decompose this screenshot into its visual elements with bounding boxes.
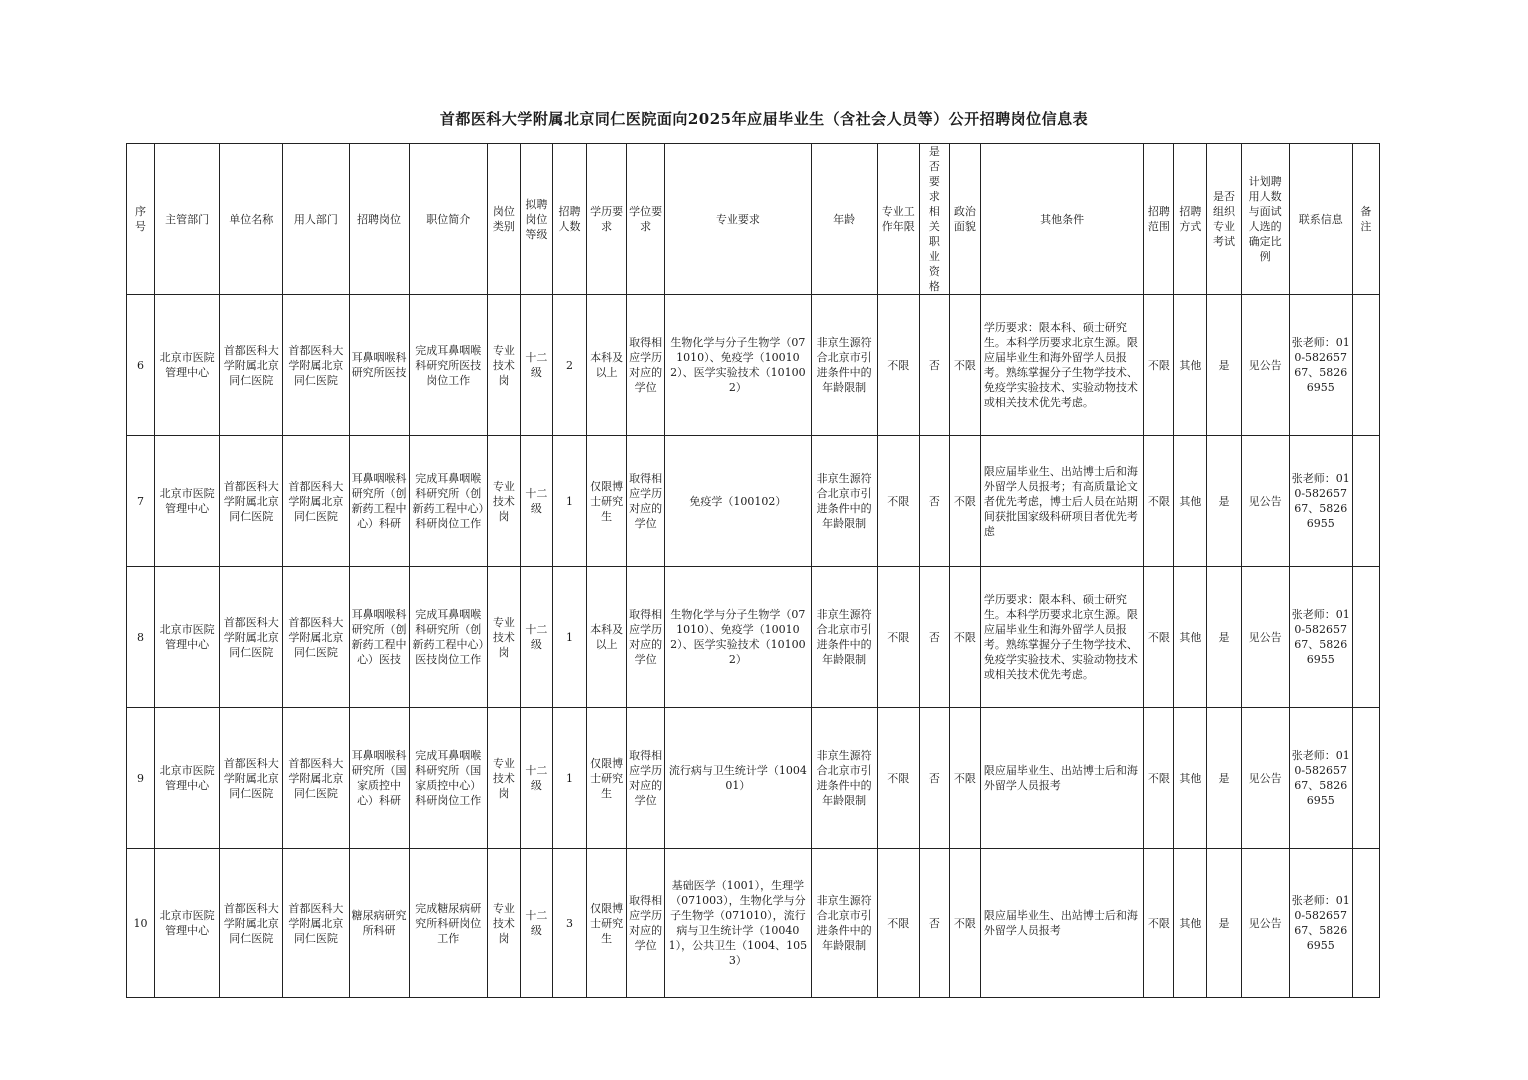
header-cell: 招聘人数 <box>552 144 586 295</box>
header-cell: 招聘岗位 <box>349 144 409 295</box>
table-cell: 限应届毕业生、出站博士后和海外留学人员报考 <box>980 849 1143 998</box>
table-cell: 首都医科大学附属北京同仁医院 <box>283 849 349 998</box>
table-cell: 取得相应学历对应的学位 <box>627 295 665 436</box>
table-cell: 专业技术岗 <box>487 567 520 708</box>
table-cell: 北京市医院管理中心 <box>155 567 220 708</box>
header-row <box>127 144 1380 295</box>
table-cell: 不限 <box>1144 295 1174 436</box>
table-cell: 见公告 <box>1241 849 1289 998</box>
header-cell: 是否要求相关职业资格 <box>919 144 949 295</box>
table-cell: 北京市医院管理中心 <box>155 849 220 998</box>
table-cell: 十二级 <box>520 849 552 998</box>
table-cell: 张老师：010-58265767、58266955 <box>1289 849 1352 998</box>
table-cell <box>1352 436 1379 567</box>
table-cell: 首都医科大学附属北京同仁医院 <box>220 567 283 708</box>
table-cell: 北京市医院管理中心 <box>155 295 220 436</box>
table-cell: 不限 <box>877 849 919 998</box>
table-cell: 否 <box>919 708 949 849</box>
table-cell: 本科及以上 <box>587 567 627 708</box>
header-cell: 其他条件 <box>980 144 1143 295</box>
table-cell: 是 <box>1207 436 1241 567</box>
table-cell: 否 <box>919 295 949 436</box>
table-cell: 不限 <box>949 849 980 998</box>
table-cell: 见公告 <box>1241 436 1289 567</box>
table-cell: 完成耳鼻咽喉科研究所（创新药工程中心）医技岗位工作 <box>409 567 487 708</box>
table-cell: 耳鼻咽喉科研究所（创新药工程中心）科研 <box>349 436 409 567</box>
header-cell: 政治面貌 <box>949 144 980 295</box>
table-cell: 首都医科大学附属北京同仁医院 <box>220 708 283 849</box>
table-cell: 生物化学与分子生物学（071010）、免疫学（100102）、医学实验技术（101002） <box>665 567 811 708</box>
table-cell: 非京生源符合北京市引进条件中的年龄限制 <box>811 567 877 708</box>
table-cell: 十二级 <box>520 436 552 567</box>
table-cell: 流行病与卫生统计学（100401） <box>665 708 811 849</box>
table-cell: 张老师：010-58265767、58266955 <box>1289 567 1352 708</box>
table-cell: 首都医科大学附属北京同仁医院 <box>220 295 283 436</box>
table-cell: 8 <box>127 567 155 708</box>
table-cell: 见公告 <box>1241 567 1289 708</box>
table-cell: 不限 <box>877 708 919 849</box>
table-cell: 首都医科大学附属北京同仁医院 <box>220 849 283 998</box>
table-cell: 完成糖尿病研究所科研岗位工作 <box>409 849 487 998</box>
table-cell: 不限 <box>1144 567 1174 708</box>
table-cell: 十二级 <box>520 708 552 849</box>
table-cell: 取得相应学历对应的学位 <box>627 567 665 708</box>
table-cell: 十二级 <box>520 567 552 708</box>
header-cell: 计划聘用人数与面试人选的确定比例 <box>1241 144 1289 295</box>
header-cell: 职位简介 <box>409 144 487 295</box>
table-cell: 6 <box>127 295 155 436</box>
header-cell: 岗位类别 <box>487 144 520 295</box>
header-cell: 主管部门 <box>155 144 220 295</box>
table-cell: 否 <box>919 436 949 567</box>
table-cell: 学历要求：限本科、硕士研究生。本科学历要求北京生源。限应届毕业生和海外留学人员报考。熟练掌握分子生物学技术、免疫学实验技术、实验动物技术或相关技术优先考虑。 <box>980 567 1143 708</box>
table-cell: 仅限博士研究生 <box>587 708 627 849</box>
header-cell: 拟聘岗位等级 <box>520 144 552 295</box>
header-cell: 招聘方式 <box>1174 144 1207 295</box>
table-cell: 其他 <box>1174 708 1207 849</box>
table-cell: 张老师：010-58265767、58266955 <box>1289 295 1352 436</box>
table-row <box>127 436 1380 567</box>
table-cell: 首都医科大学附属北京同仁医院 <box>283 295 349 436</box>
table-cell: 取得相应学历对应的学位 <box>627 436 665 567</box>
table-cell: 非京生源符合北京市引进条件中的年龄限制 <box>811 295 877 436</box>
header-cell: 专业要求 <box>665 144 811 295</box>
table-cell: 否 <box>919 849 949 998</box>
table-cell: 不限 <box>1144 849 1174 998</box>
table-cell: 非京生源符合北京市引进条件中的年龄限制 <box>811 708 877 849</box>
table-cell: 非京生源符合北京市引进条件中的年龄限制 <box>811 849 877 998</box>
table-cell: 专业技术岗 <box>487 295 520 436</box>
table-cell: 免疫学（100102） <box>665 436 811 567</box>
table-row <box>127 849 1380 998</box>
table-cell: 首都医科大学附属北京同仁医院 <box>283 708 349 849</box>
table-cell: 不限 <box>877 295 919 436</box>
table-cell: 不限 <box>1144 708 1174 849</box>
table-cell: 不限 <box>949 295 980 436</box>
table-cell: 完成耳鼻咽喉科研究所（创新药工程中心）科研岗位工作 <box>409 436 487 567</box>
table-cell: 张老师：010-58265767、58266955 <box>1289 708 1352 849</box>
table-cell: 其他 <box>1174 849 1207 998</box>
recruitment-table <box>126 143 1380 998</box>
table-cell: 10 <box>127 849 155 998</box>
page-title: 首都医科大学附属北京同仁医院面向2025年应届毕业生（含社会人员等）公开招聘岗位信息表 <box>439 110 1089 128</box>
table-cell: 基础医学（1001），生理学（071003），生物化学与分子生物学（071010），流行病与卫生统计学（100401），公共卫生（1004、1053） <box>665 849 811 998</box>
header-cell: 是否组织专业考试 <box>1207 144 1241 295</box>
table-cell: 见公告 <box>1241 708 1289 849</box>
table-cell: 9 <box>127 708 155 849</box>
table-cell: 1 <box>552 436 586 567</box>
table-cell <box>1352 295 1379 436</box>
table-row <box>127 708 1380 849</box>
table-cell: 非京生源符合北京市引进条件中的年龄限制 <box>811 436 877 567</box>
table-cell: 3 <box>552 849 586 998</box>
table-cell: 北京市医院管理中心 <box>155 708 220 849</box>
table-cell: 糖尿病研究所科研 <box>349 849 409 998</box>
table-cell: 取得相应学历对应的学位 <box>627 849 665 998</box>
table-cell <box>1352 849 1379 998</box>
table-cell: 限应届毕业生、出站博士后和海外留学人员报考 <box>980 708 1143 849</box>
table-cell: 是 <box>1207 567 1241 708</box>
table-cell: 7 <box>127 436 155 567</box>
table-cell: 完成耳鼻咽喉科研究所（国家质控中心）科研岗位工作 <box>409 708 487 849</box>
table-cell: 不限 <box>877 436 919 567</box>
table-cell: 张老师：010-58265767、58266955 <box>1289 436 1352 567</box>
table-cell: 十二级 <box>520 295 552 436</box>
table-cell: 其他 <box>1174 567 1207 708</box>
header-cell: 联系信息 <box>1289 144 1352 295</box>
table-cell: 是 <box>1207 849 1241 998</box>
table-row <box>127 295 1380 436</box>
table-cell: 限应届毕业生、出站博士后和海外留学人员报考；有高质量论文者优先考虑，博士后人员在站期间获批国家级科研项目者优先考虑 <box>980 436 1143 567</box>
header-cell: 专业工作年限 <box>877 144 919 295</box>
table-cell: 其他 <box>1174 295 1207 436</box>
table-cell: 2 <box>552 295 586 436</box>
table-cell: 不限 <box>949 436 980 567</box>
table-cell: 是 <box>1207 708 1241 849</box>
header-cell: 单位名称 <box>220 144 283 295</box>
table-cell: 专业技术岗 <box>487 436 520 567</box>
header-cell: 年龄 <box>811 144 877 295</box>
table-cell: 北京市医院管理中心 <box>155 436 220 567</box>
table-cell: 不限 <box>949 708 980 849</box>
table-cell: 首都医科大学附属北京同仁医院 <box>220 436 283 567</box>
table-cell <box>1352 567 1379 708</box>
header-cell: 备注 <box>1352 144 1379 295</box>
table-cell: 完成耳鼻咽喉科研究所医技岗位工作 <box>409 295 487 436</box>
header-cell: 用人部门 <box>283 144 349 295</box>
header-cell: 学位要求 <box>627 144 665 295</box>
header-cell: 学历要求 <box>587 144 627 295</box>
table-cell: 耳鼻咽喉科研究所医技 <box>349 295 409 436</box>
table-cell: 1 <box>552 567 586 708</box>
table-cell: 首都医科大学附属北京同仁医院 <box>283 436 349 567</box>
header-cell: 招聘范围 <box>1144 144 1174 295</box>
table-cell: 不限 <box>877 567 919 708</box>
table-cell: 仅限博士研究生 <box>587 436 627 567</box>
table-cell: 见公告 <box>1241 295 1289 436</box>
table-cell: 专业技术岗 <box>487 849 520 998</box>
table-row <box>127 567 1380 708</box>
table-cell: 专业技术岗 <box>487 708 520 849</box>
table-cell: 其他 <box>1174 436 1207 567</box>
table-cell: 耳鼻咽喉科研究所（创新药工程中心）医技 <box>349 567 409 708</box>
table-cell: 首都医科大学附属北京同仁医院 <box>283 567 349 708</box>
table-cell: 是 <box>1207 295 1241 436</box>
table-cell <box>1352 708 1379 849</box>
table-cell: 生物化学与分子生物学（071010）、免疫学（100102）、医学实验技术（101002） <box>665 295 811 436</box>
header-cell: 序号 <box>127 144 155 295</box>
table-cell: 不限 <box>1144 436 1174 567</box>
table-cell: 本科及以上 <box>587 295 627 436</box>
table-cell: 学历要求：限本科、硕士研究生。本科学历要求北京生源。限应届毕业生和海外留学人员报考。熟练掌握分子生物学技术、免疫学实验技术、实验动物技术或相关技术优先考虑。 <box>980 295 1143 436</box>
table-cell: 1 <box>552 708 586 849</box>
table-cell: 耳鼻咽喉科研究所（国家质控中心）科研 <box>349 708 409 849</box>
table-cell: 不限 <box>949 567 980 708</box>
table-cell: 取得相应学历对应的学位 <box>627 708 665 849</box>
table-cell: 否 <box>919 567 949 708</box>
table-cell: 仅限博士研究生 <box>587 849 627 998</box>
